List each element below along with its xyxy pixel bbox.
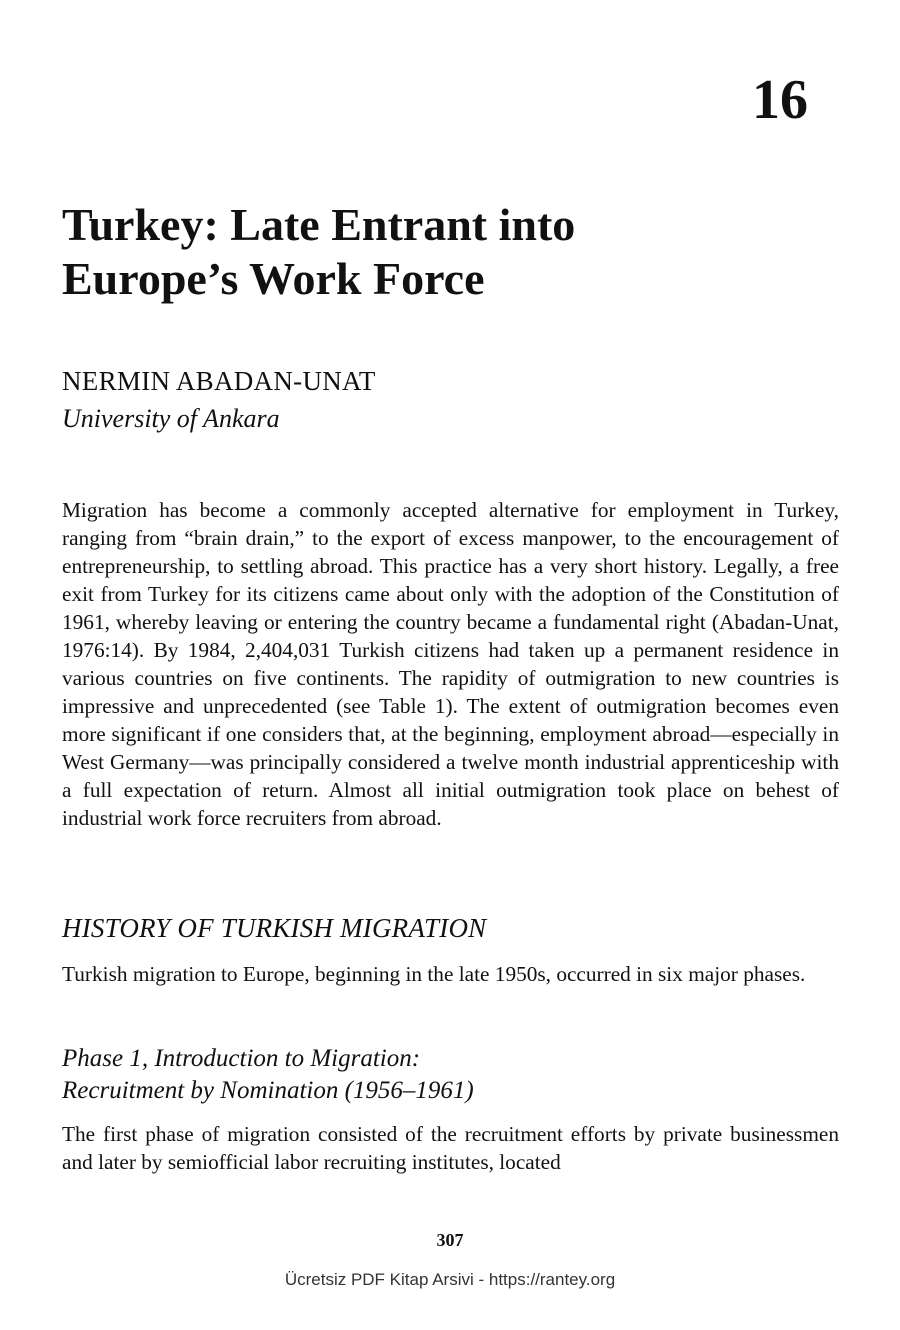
history-paragraph: Turkish migration to Europe, beginning in the late 1950s, occurred in six major phases. [62, 962, 806, 986]
chapter-number: 16 [752, 69, 808, 131]
phase1-heading-line-1: Phase 1, Introduction to Migration: [62, 1045, 421, 1072]
section-heading: HISTORY OF TURKISH MIGRATION [62, 913, 487, 943]
phase1-heading-line-2: Recruitment by Nomination (1956–1961) [62, 1077, 474, 1104]
phase1-paragraph: The first phase of migration consisted of the recruitment efforts by private businessmen and later by semiofficial labor recruiting institutes, located [62, 1122, 839, 1174]
chapter-title [62, 198, 842, 306]
phase1-heading [62, 1043, 474, 1107]
chapter-title-line-1: Turkey: Late Entrant into [62, 199, 576, 250]
page-number: 307 [436, 1230, 464, 1250]
chapter-title-line-2: Europe’s Work Force [62, 253, 485, 304]
author-affiliation: University of Ankara [62, 404, 280, 433]
watermark-footer: Ücretsiz PDF Kitap Arsivi - https://rantey.org [284, 1270, 616, 1289]
author-name: NERMIN ABADAN-UNAT [62, 366, 376, 396]
intro-paragraph: Migration has become a commonly accepted alternative for employment in Turkey, ranging from “brain drain,” to the export of excess manpower, to the encouragement of entrepreneurship, to settling abroad. This practice has a very short history. Legally, a free exit from Turkey for its citizens came about only with the adoption of the Constitution of 1961, whereby leaving or entering the country became a fundamental right (Abadan-Unat, 1976:14). By 1984, 2,404,031 Turkish citizens had taken up a permanent residence in various countries on five continents. The rapidity of outmigration to new countries is impressive and unprecedented (see Table 1). The extent of outmigration becomes even more significant if one considers that, at the beginning, employment abroad—especially in West Germany—was principally considered a twelve month industrial apprenticeship with a full expectation of return. Almost all initial outmigration took place on behest of industrial work force recruiters from abroad. [62, 498, 839, 830]
